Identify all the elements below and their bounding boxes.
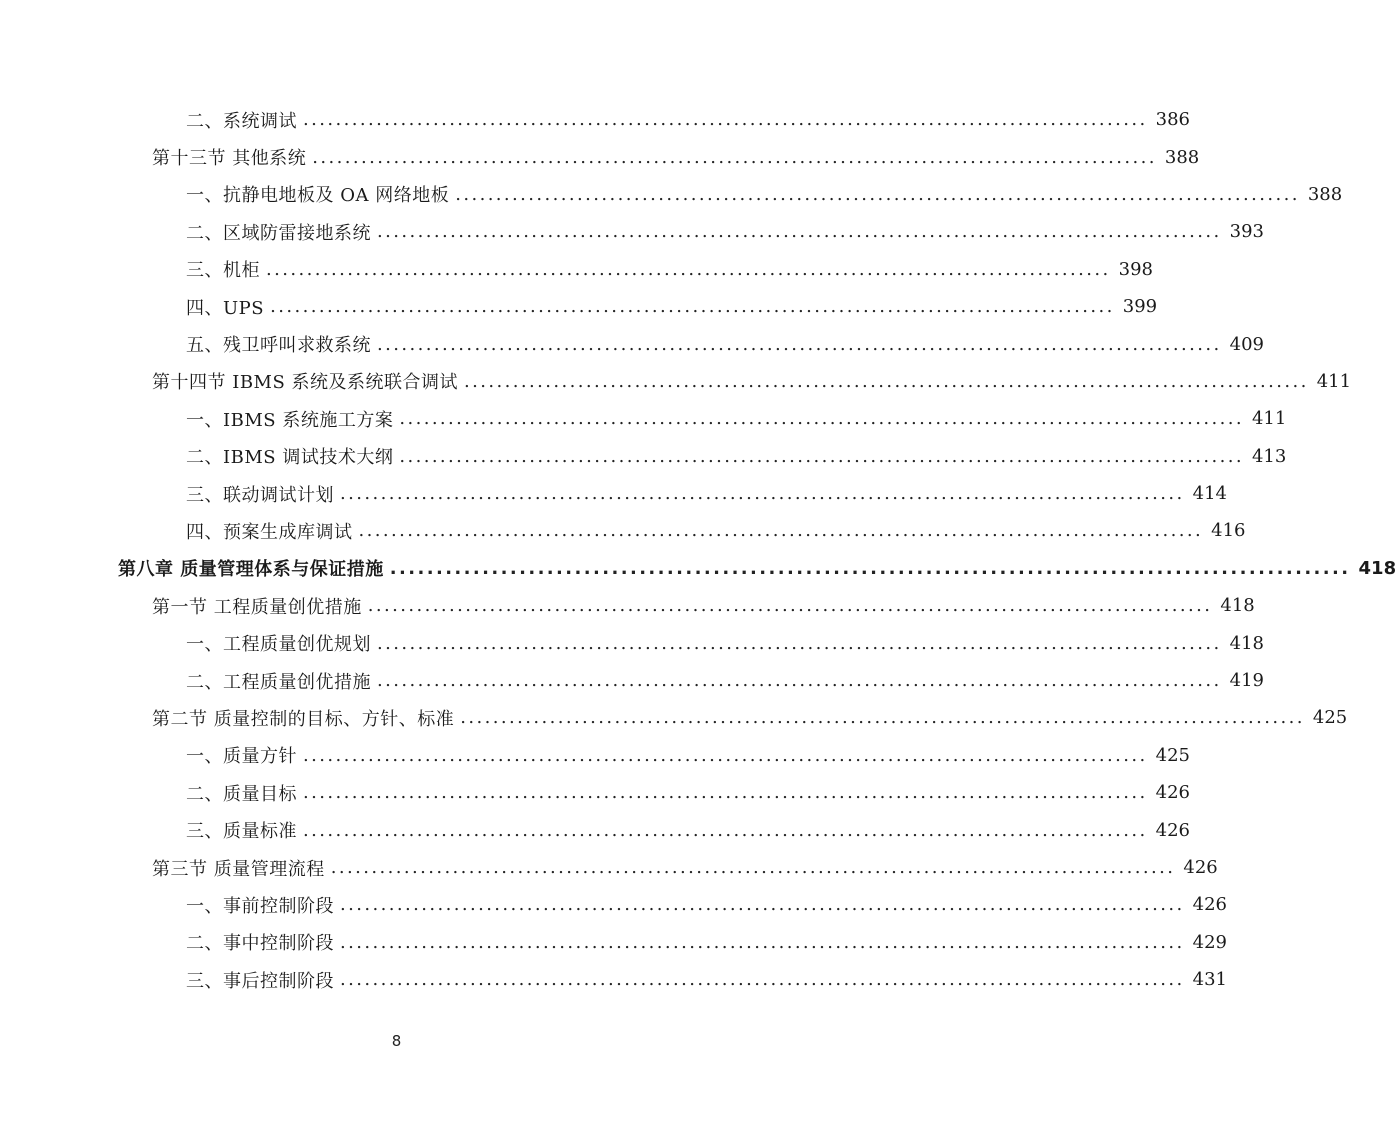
toc-entry[interactable] [0, 251, 1154, 288]
toc-entry-title: 二、区域防雷接地系统 [186, 219, 377, 245]
toc-leader-dots: ........................................................................................................ [303, 744, 1148, 766]
toc-entry-page: 418 [1358, 557, 1396, 579]
toc-entry[interactable] [0, 886, 1228, 923]
toc-entry-title: 第三节 质量管理流程 [152, 855, 331, 881]
toc-entry[interactable] [0, 288, 1158, 325]
toc-leader-dots: ........................................................................................................ [303, 109, 1148, 131]
toc-leader-dots: ........................................................................................................ [330, 857, 1176, 878]
toc-leader-dots: ........................................................................................................ [340, 931, 1185, 953]
toc-entry-title: 二、事中控制阶段 [186, 929, 340, 955]
toc-entry[interactable] [0, 138, 1200, 175]
toc-entry-page: 418 [1229, 632, 1265, 654]
toc-leader-dots: ........................................................................................................ [266, 258, 1111, 280]
toc-leader-dots: ........................................................................................................ [377, 632, 1222, 654]
toc-entry[interactable] [0, 363, 1352, 400]
toc-leader-dots: ........................................................................................................ [303, 782, 1148, 804]
toc-leader-dots: ........................................................................................................ [399, 445, 1244, 467]
toc-entry[interactable] [0, 101, 1191, 138]
toc-entry-title: 二、工程质量创优措施 [186, 668, 377, 694]
toc-entry-title: 二、质量目标 [186, 780, 303, 806]
toc-entry[interactable] [0, 400, 1287, 437]
toc-entry[interactable] [0, 438, 1287, 475]
toc-entry-title: 二、IBMS 调试技术大纲 [186, 443, 399, 469]
toc-leader-dots: ........................................................................................................ [340, 483, 1185, 505]
toc-entry-page: 398 [1118, 258, 1154, 280]
toc-entry-title: 三、联动调试计划 [186, 481, 340, 507]
toc-entry[interactable] [0, 176, 1343, 213]
toc-entry-page: 426 [1183, 857, 1218, 878]
toc-entry-title: 三、质量标准 [186, 817, 303, 843]
toc-entry[interactable] [0, 961, 1228, 998]
toc-entry-page: 418 [1220, 595, 1255, 617]
toc-entry-title: 第二节 质量控制的目标、方针、标准 [152, 705, 460, 731]
toc-leader-dots: ........................................................................................................ [303, 819, 1148, 841]
toc-entry-page: 393 [1229, 221, 1265, 243]
toc-leader-dots: ........................................................................................................ [460, 707, 1305, 729]
toc-entry-page: 416 [1211, 520, 1246, 542]
toc-entry-title: 二、系统调试 [186, 107, 303, 133]
toc-entry[interactable] [0, 624, 1265, 661]
toc-entry-title: 三、机柜 [186, 256, 266, 282]
toc-entry[interactable] [0, 325, 1265, 362]
toc-leader-dots: ........................................................................................................ [312, 146, 1157, 168]
toc-entry-page: 411 [1316, 370, 1352, 392]
toc-entry[interactable] [0, 512, 1246, 549]
toc-entry-title: 第八章 质量管理体系与保证措施 [118, 555, 390, 581]
toc-entry-page: 409 [1229, 333, 1265, 355]
toc-entry-title: 一、IBMS 系统施工方案 [186, 406, 399, 432]
toc-leader-dots: ........................................................................................................ [377, 333, 1222, 355]
toc-entry-page: 426 [1155, 819, 1191, 841]
toc-entry[interactable] [0, 213, 1265, 250]
toc-leader-dots: ........................................................................................................ [377, 221, 1222, 243]
toc-entry[interactable] [0, 849, 1218, 886]
toc-entry-page: 411 [1251, 408, 1287, 430]
toc-entry-page: 425 [1312, 707, 1348, 729]
toc-entry[interactable] [0, 475, 1228, 512]
toc-leader-dots: ........................................................................................................ [399, 408, 1244, 430]
toc-leader-dots: ........................................................................................................ [464, 370, 1309, 392]
page-number: 8 [391, 1032, 402, 1050]
toc-entry-page: 431 [1192, 969, 1228, 991]
toc-entry[interactable] [0, 699, 1348, 736]
toc-entry-title: 第一节 工程质量创优措施 [152, 593, 368, 619]
toc-leader-dots: ........................................................................................................ [377, 670, 1222, 692]
toc-entry-page: 388 [1307, 183, 1343, 205]
toc-entry-page: 429 [1192, 931, 1228, 953]
toc-entry-page: 399 [1122, 296, 1158, 318]
toc-leader-dots: ........................................................................................................ [389, 557, 1351, 579]
toc-leader-dots: ........................................................................................................ [340, 894, 1185, 916]
toc-entry-title: 一、工程质量创优规划 [186, 630, 377, 656]
toc-entry[interactable] [0, 587, 1255, 624]
toc-entry-title: 五、残卫呼叫求救系统 [186, 331, 377, 357]
toc-entry-title: 三、事后控制阶段 [186, 967, 340, 993]
toc-leader-dots: ........................................................................................................ [358, 520, 1204, 542]
toc-leader-dots: ........................................................................................................ [270, 296, 1115, 318]
toc-entry-page: 386 [1155, 109, 1191, 131]
toc-entry-page: 414 [1192, 483, 1228, 505]
toc-chapter-entry[interactable] [0, 550, 1396, 587]
toc-entry-page: 419 [1229, 670, 1265, 692]
toc-entry[interactable] [0, 737, 1191, 774]
toc-entry-title: 第十四节 IBMS 系统及系统联合调试 [152, 368, 464, 394]
toc-entry[interactable] [0, 662, 1265, 699]
toc-entry-title: 一、事前控制阶段 [186, 892, 340, 918]
toc-leader-dots: ........................................................................................................ [340, 969, 1185, 991]
toc-entry[interactable] [0, 924, 1228, 961]
table-of-contents [0, 101, 1396, 998]
toc-entry-title: 四、预案生成库调试 [186, 518, 359, 544]
toc-entry-page: 388 [1164, 146, 1200, 168]
toc-entry-title: 一、质量方针 [186, 742, 303, 768]
toc-entry-title: 一、抗静电地板及 OA 网络地板 [186, 181, 455, 207]
toc-entry-title: 第十三节 其他系统 [152, 144, 312, 170]
toc-entry-page: 413 [1251, 445, 1287, 467]
toc-leader-dots: ........................................................................................................ [367, 595, 1213, 617]
toc-entry[interactable] [0, 811, 1191, 848]
toc-entry[interactable] [0, 774, 1191, 811]
toc-leader-dots: ........................................................................................................ [455, 183, 1300, 205]
toc-entry-page: 425 [1155, 744, 1191, 766]
toc-entry-page: 426 [1192, 894, 1228, 916]
toc-entry-page: 426 [1155, 782, 1191, 804]
toc-entry-title: 四、UPS [186, 294, 270, 320]
